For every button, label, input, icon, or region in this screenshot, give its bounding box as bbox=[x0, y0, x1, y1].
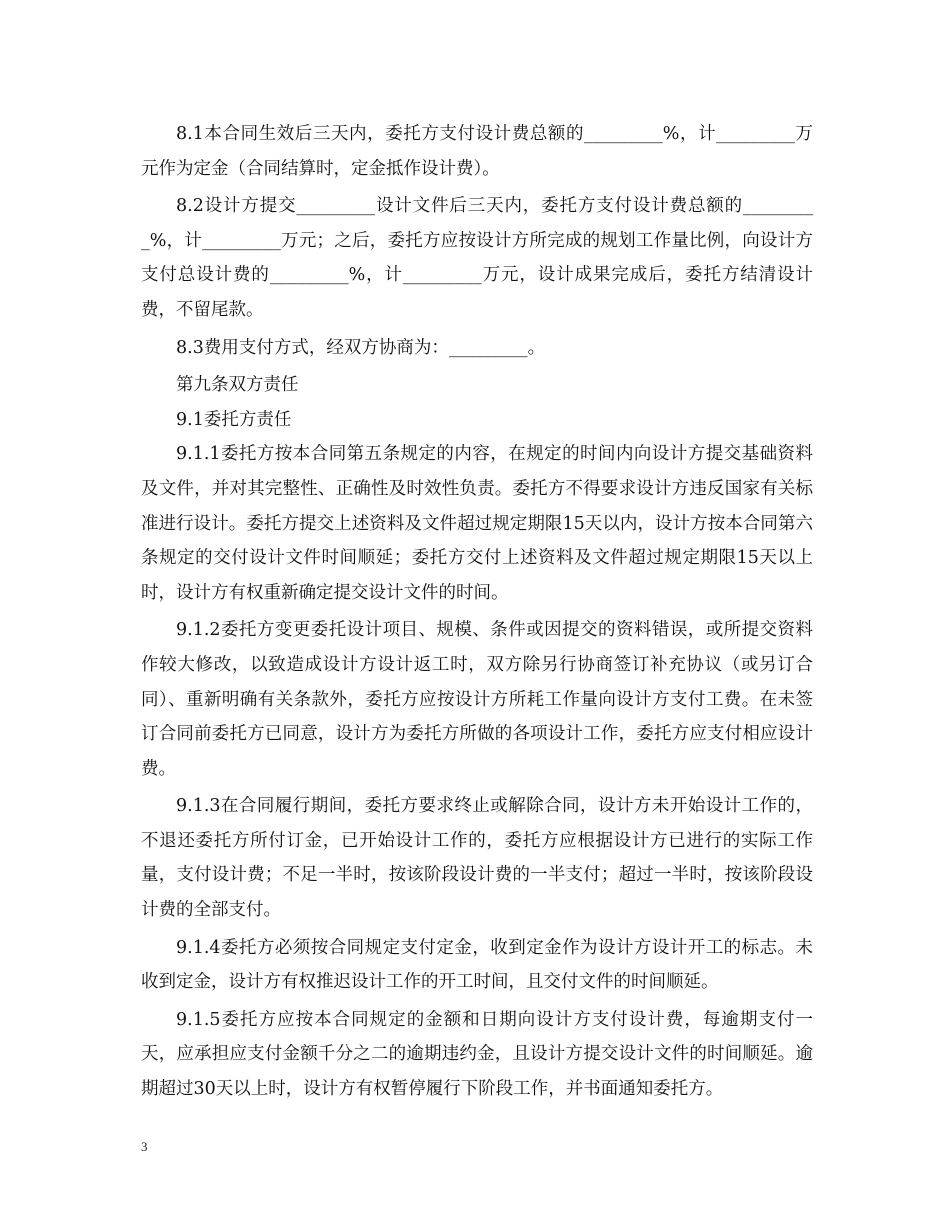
paragraph-8-2: 8.2设计方提交_________设计文件后三天内，委托方支付设计费总额的_________%，计_________万元；之后，委托方应按设计方所完成的规划工作量比例，向设计方支付总设计费的_________%，计_________万元，设计成果完成后，委托方结清设计费，不留尾款。 bbox=[141, 196, 813, 320]
section-9-1-heading: 9.1委托方责任 bbox=[176, 409, 292, 430]
page-number: 3 bbox=[141, 1139, 148, 1154]
paragraph-9-1-4: 9.1.4委托方必须按合同规定支付定金，收到定金作为设计方设计开工的标志。未收到定金，设计方有权推迟设计工作的开工时间，且交付文件的时间顺延。 bbox=[141, 937, 813, 993]
paragraph-9-1-1: 9.1.1委托方按本合同第五条规定的内容，在规定的时间内向设计方提交基础资料及文件，并对其完整性、正确性及时效性负责。委托方不得要求设计方违反国家有关标准进行设计。委托方提交上述资料及文件超过规定期限15天以内，设计方按本合同第六条规定的交付设计文件时间顺延；委托方交付上述资料及文件超过规定期限15天以上时，设计方有权重新确定提交设计文件的时间。 bbox=[141, 444, 813, 603]
article-9-heading: 第九条双方责任 bbox=[176, 375, 299, 396]
paragraph-9-1-2: 9.1.2委托方变更委托设计项目、规模、条件或因提交的资料错误，或所提交资料作较大修改，以致造成设计方设计返工时，双方除另行协商签订补充协议（或另订合同）、重新明确有关条款外，委托方应按设计方所耗工作量向设计方支付工费。在未签订合同前委托方已同意，设计方为委托方所做的各项设计工作，委托方应支付相应设计费。 bbox=[141, 620, 813, 779]
paragraph-9-1-5: 9.1.5委托方应按本合同规定的金额和日期向设计方支付设计费，每逾期支付一天，应承担应支付金额千分之二的逾期违约金，且设计方提交设计文件的时间顺延。逾期超过30天以上时，设计方有权暂停履行下阶段工作，并书面通知委托方。 bbox=[141, 1009, 813, 1100]
paragraph-9-1-3: 9.1.3在合同履行期间，委托方要求终止或解除合同，设计方未开始设计工作的，不退还委托方所付订金，已开始设计工作的，委托方应根据设计方已进行的实际工作量，支付设计费；不足一半时，按该阶段设计费的一半支付；超过一半时，按该阶段设计费的全部支付。 bbox=[141, 796, 813, 921]
paragraph-8-1: 8.1本合同生效后三天内，委托方支付设计费总额的_________%，计_________万元作为定金（合同结算时，定金抵作设计费）。 bbox=[141, 124, 813, 179]
document-body bbox=[141, 117, 813, 1110]
paragraph-8-3: 8.3费用支付方式，经双方协商为：_________。 bbox=[176, 337, 546, 358]
